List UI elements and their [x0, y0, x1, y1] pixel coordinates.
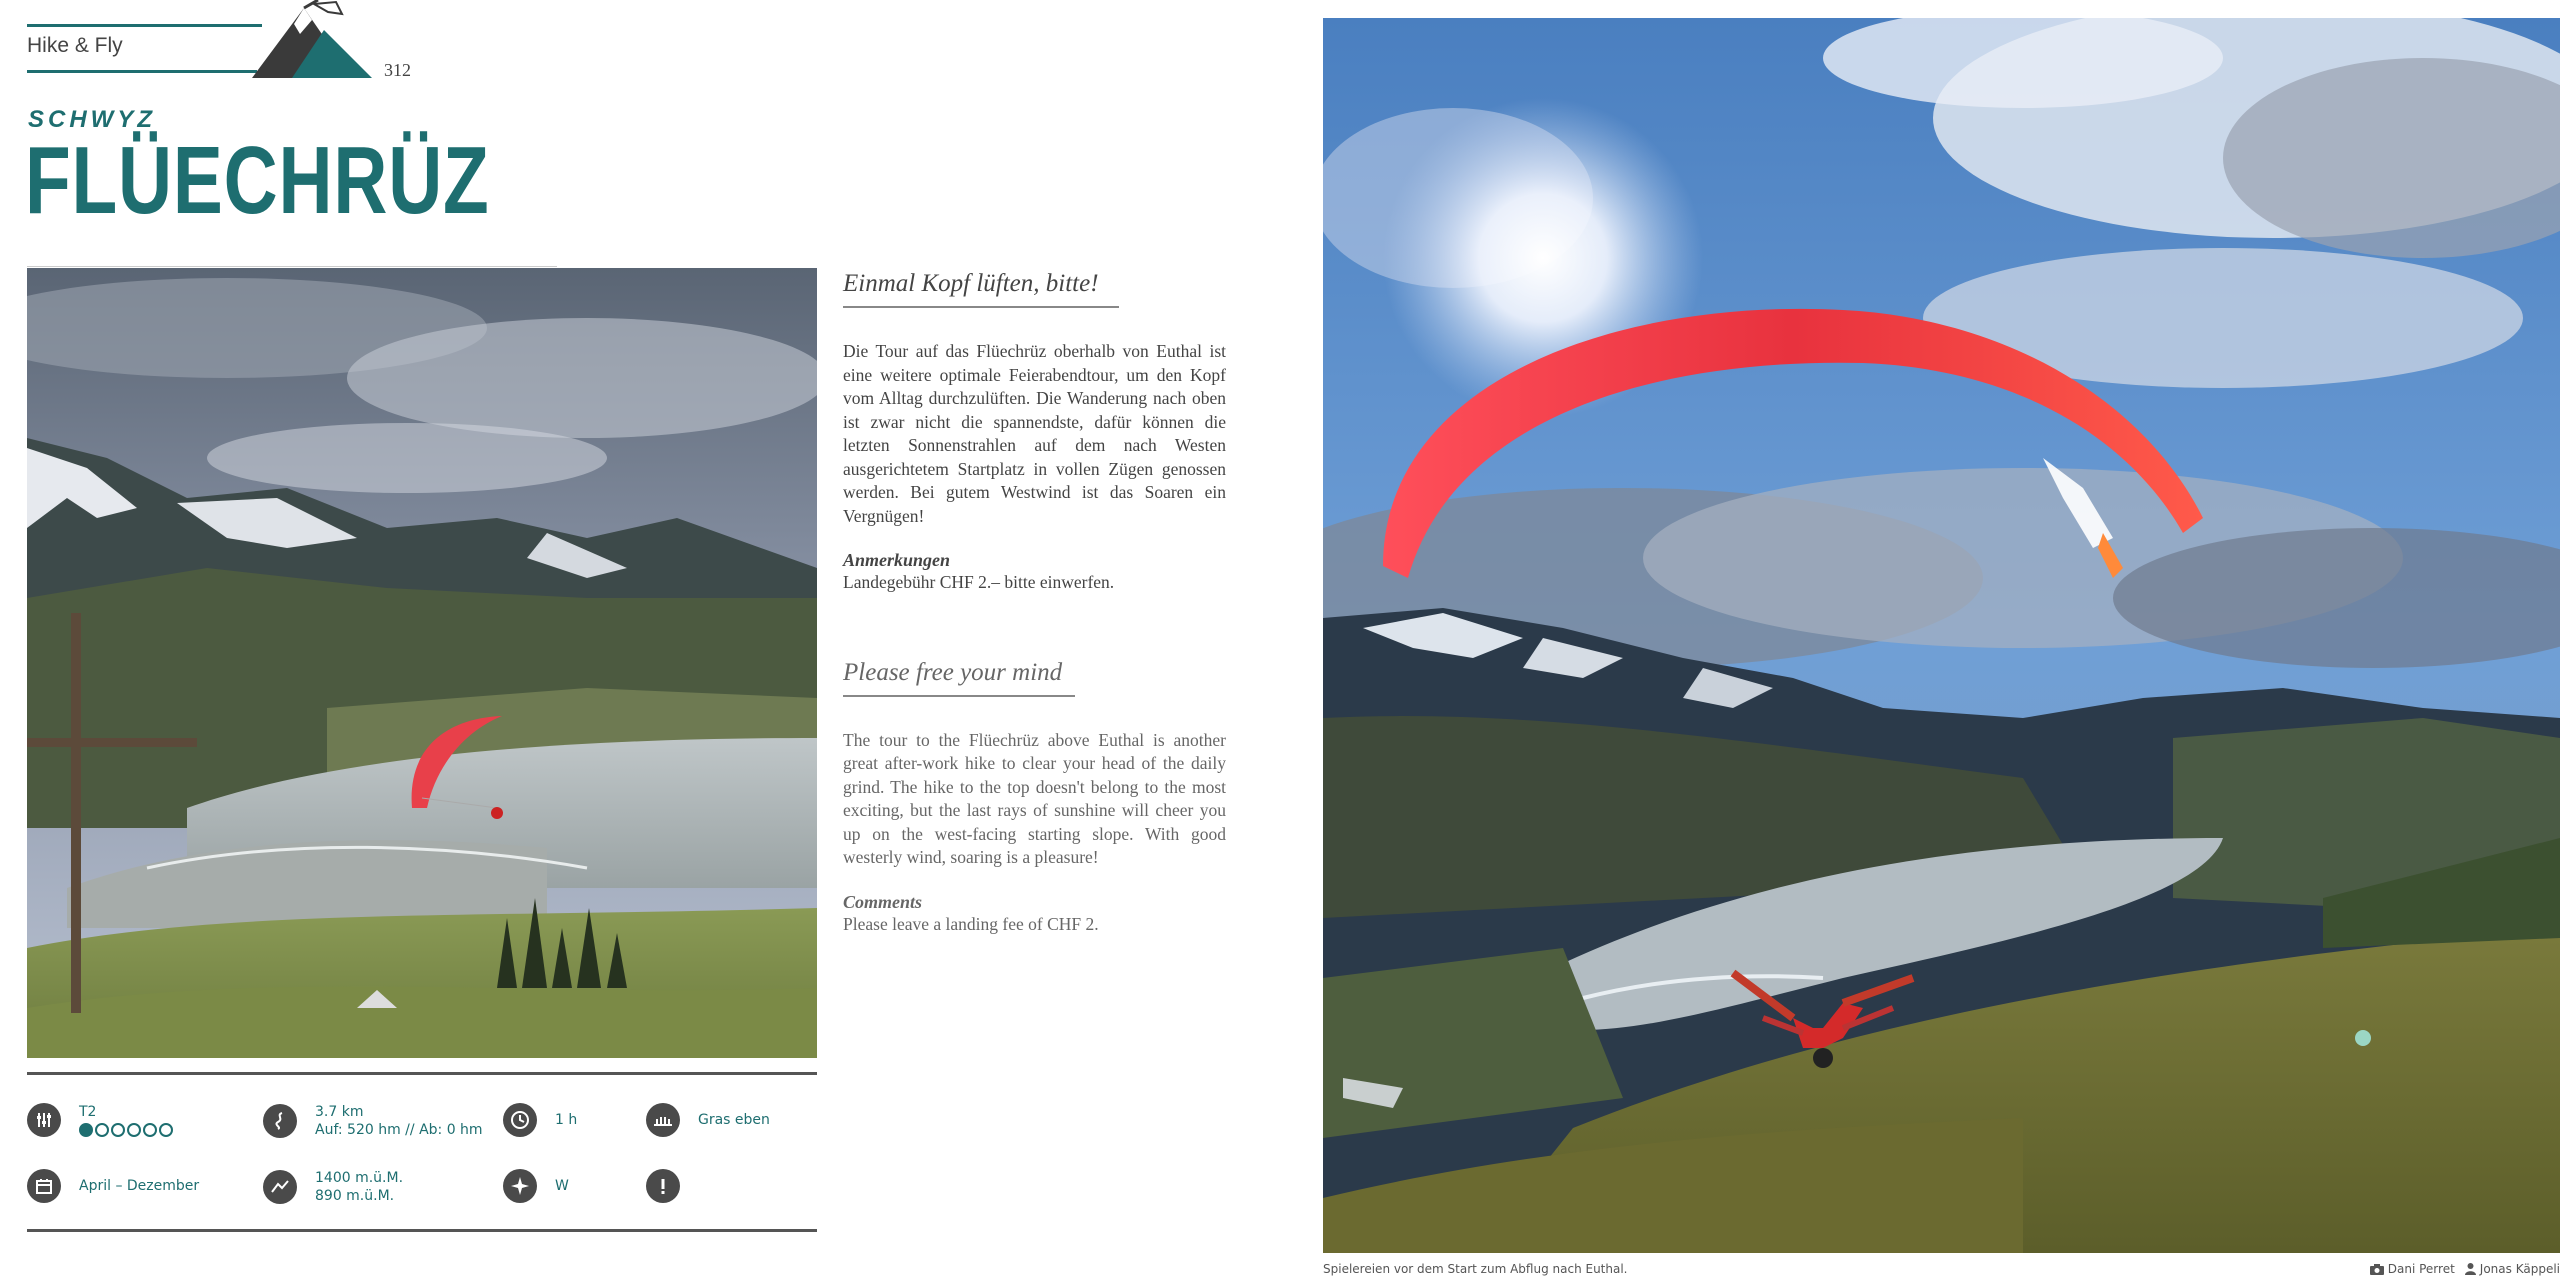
launch-icon: [646, 1103, 680, 1137]
body-english: The tour to the Flüechrüz above Euthal is another great after-work hike to clear your head of the daily grind. The hike to the top doesn't belong to the most exciting, but the last rays of sunshine will cheer you up on the west-facing starting slope. With good westerly wind, soaring is a pleasure!: [843, 729, 1226, 867]
elevation-icon: [263, 1170, 297, 1204]
paraglider-photo: [1323, 18, 2560, 1253]
altitude-top-value: 1400 m.ü.M.: [315, 1170, 404, 1186]
page-number: 312: [384, 60, 411, 80]
altitude-bottom-value: 890 m.ü.M.: [315, 1188, 395, 1204]
photo-caption: Spielereien vor dem Start zum Abflug nach Euthal.: [1323, 1262, 1628, 1276]
wind-direction-value: W: [555, 1178, 569, 1194]
remarks-label-german: Anmerkungen: [843, 550, 951, 570]
season-value: April – Dezember: [79, 1178, 200, 1194]
difficulty-dot: [159, 1123, 173, 1137]
difficulty-dot: [79, 1123, 93, 1137]
text-column: [843, 268, 1226, 936]
altitude-info: [263, 1169, 403, 1205]
title-divider: [27, 266, 557, 267]
info-rule-bottom: [27, 1229, 817, 1232]
heading-english-rule: [843, 695, 1075, 697]
photo-credit: [2370, 1262, 2455, 1276]
photo-credits: [2370, 1262, 2560, 1276]
compass-icon: [503, 1169, 537, 1203]
body-german: Die Tour auf das Flüechrüz oberhalb von Euthal ist eine weitere optimale Feierabendtour, um den Kopf vom Alltag durchzulüften. Die Wanderung nach oben ist zwar nicht die spannendste, dafür können die letzten Sonnenstrahlen auf dem nach Westen ausgerichtetem Startplatz in vollen Zügen genossen werden. Bei gutem Westwind ist das Soaren ein Vergnügen!: [843, 341, 1226, 526]
heading-german-rule: [843, 306, 1119, 308]
duration-info: [503, 1103, 577, 1137]
author-credit-name: Jonas Käppeli: [2479, 1262, 2560, 1276]
elevation-value: Auf: 520 hm // Ab: 0 hm: [315, 1122, 483, 1138]
launch-info: [646, 1103, 770, 1137]
difficulty-dot: [127, 1123, 141, 1137]
remarks-label-english: Comments: [843, 891, 923, 912]
route-info: [263, 1103, 483, 1139]
camera-icon: [2370, 1264, 2384, 1275]
person-icon: [2465, 1263, 2476, 1275]
remarks-german: Landegebühr CHF 2.– bitte einwerfen.: [843, 572, 1115, 592]
header-rule-bottom: [27, 70, 257, 73]
route-icon: [263, 1104, 297, 1138]
wind-info: [503, 1169, 569, 1203]
brand-label: Hike & Fly: [27, 34, 123, 57]
difficulty-dot: [95, 1123, 109, 1137]
heading-german: Einmal Kopf lüften, bitte!: [843, 270, 1099, 297]
launch-type-value: Gras eben: [698, 1112, 770, 1128]
header-rule-top: [27, 24, 262, 27]
region-label: SCHWYZ: [28, 106, 156, 133]
remarks-english: Please leave a landing fee of CHF 2.: [843, 913, 1099, 934]
page-header: [0, 0, 460, 90]
photo-credit-name: Dani Perret: [2387, 1262, 2455, 1276]
difficulty-icon: [27, 1103, 61, 1137]
difficulty-rating: [79, 1123, 173, 1137]
mountain-logo-icon: [252, 0, 382, 78]
warning-info: [646, 1169, 680, 1203]
clock-icon: [503, 1103, 537, 1137]
difficulty-info: [27, 1103, 173, 1137]
difficulty-dot: [143, 1123, 157, 1137]
calendar-icon: [27, 1169, 61, 1203]
author-credit: [2465, 1262, 2560, 1276]
landscape-photo: [27, 268, 817, 1058]
info-rule-top: [27, 1072, 817, 1075]
difficulty-dot: [111, 1123, 125, 1137]
season-info: [27, 1169, 199, 1203]
warning-icon: [646, 1169, 680, 1203]
distance-value: 3.7 km: [315, 1104, 364, 1120]
duration-value: 1 h: [555, 1112, 578, 1128]
heading-english: Please free your mind: [843, 658, 1063, 686]
difficulty-label: T2: [79, 1104, 97, 1120]
page-title: FLÜECHRÜZ: [25, 127, 490, 234]
